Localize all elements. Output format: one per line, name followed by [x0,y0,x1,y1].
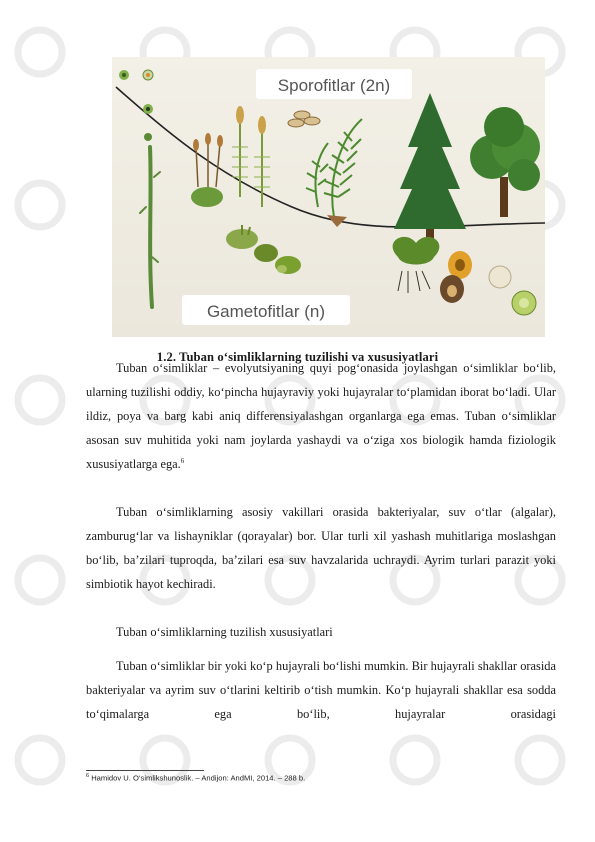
footnote-text: Hamidov U. O‘simlikshunoslik. – Andijon: AndMI, 2014. – 288 b. [91,773,306,783]
gametophyte-label: Gametofitlar (n) [206,302,326,321]
footnote [86,773,305,783]
paragraph-2 [86,500,556,596]
plant-life-cycle-figure [112,57,545,337]
paragraph-1-text: Tuban o‘simliklar – evolyutsiyaning quyi pog‘onasida joylashgan o‘simliklar bo‘lib, ularning tuzilishi oddiy, ko‘pincha hujayraviy yoki hujayralar to‘plamidan iborat bo‘ladi. Ular ildiz, poya va barg kabi aniq differensiyalashgan organlarga ega emas. Tuban o‘simliklar asosan suv muhitida yoki nam joylarda yashaydi va o‘ziga xos biologik hamda fiziologik xususiyatlarga ega. [86,361,556,471]
gymnosperm-gametophyte [448,251,472,279]
footnote-separator [86,770,204,771]
paragraph-3-text: Tuban o‘simliklarning tuzilish xususiyatlari [116,625,333,639]
moss-tuft [191,187,223,207]
seed-cone [440,275,464,303]
paragraph-4 [86,654,556,726]
paragraph-4-text: Tuban o‘simliklar bir yoki ko‘p hujayrali bo‘lishi mumkin. Bir hujayrali shakllar orasida bakteriyalar va ayrim suv o‘tlarini keltirib o‘tish mumkin. Ko‘p hujayrali shakllar esa sodda to‘qimalarga ega bo‘lib, hujayralar orasidagi [86,659,556,721]
paragraph-1 [86,356,556,476]
paragraph-3 [86,620,556,644]
footnote-ref[interactable]: 6 [180,456,185,465]
sporophyte-label: Sporofitlar (2n) [277,76,391,95]
moss-protonema [275,256,301,274]
footnote-number: 6 [86,773,90,779]
section-heading: 1.2. Tuban o‘simliklarning tuzilishi va xususiyatlari [156,350,439,364]
paragraph-2-text: Tuban o‘simliklarning asosiy vakillari orasida bakteriyalar, suv o‘tlar (algalar), zamburug‘lar va lishayniklar (qorayalar) bor. Ular turli xil yashash muhitlariga moslashgan bo‘lib, ba’zilari tuproqda, ba’zilari esa suv havzalarida uchraydi. Ayrim turlari parazit yoki simbiotik hayot kechiradi. [86,505,556,591]
plant-illustration [112,57,545,337]
